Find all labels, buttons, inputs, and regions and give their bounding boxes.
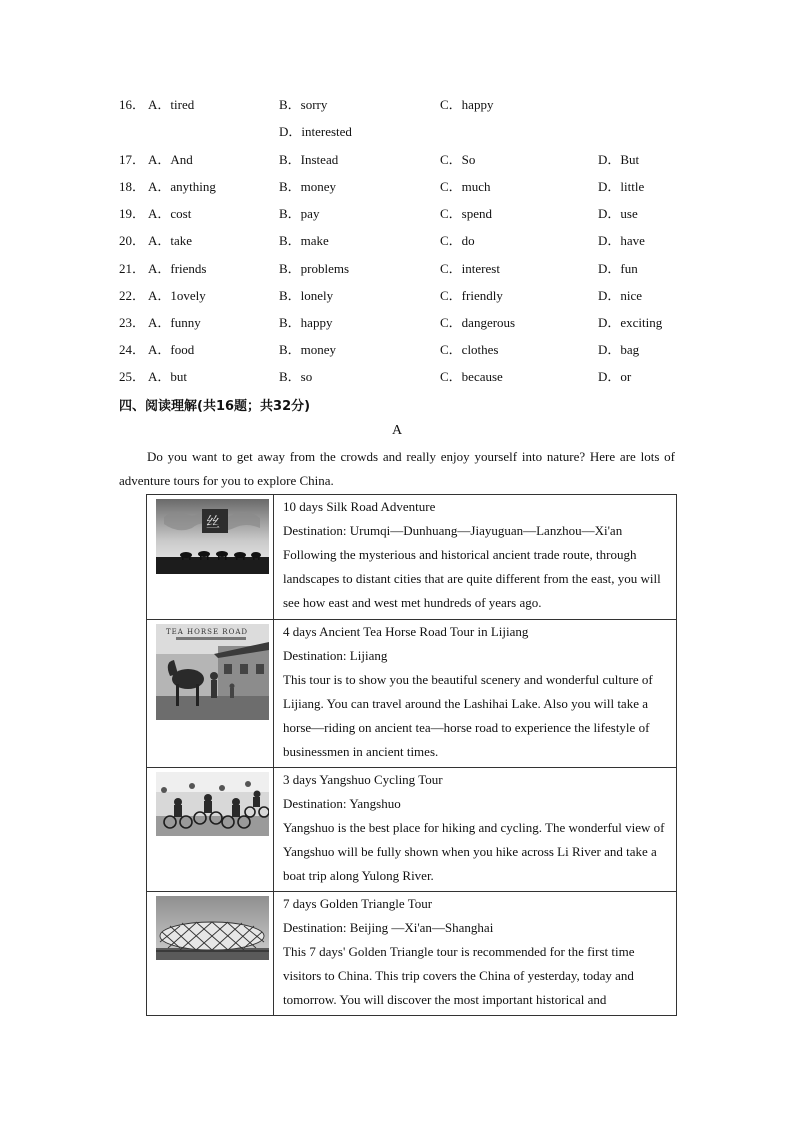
tour-image-cell [147, 620, 274, 768]
question-row [0, 177, 794, 197]
tour-title: 4 days Ancient Tea Horse Road Tour in Lijiang [283, 624, 529, 639]
option-d: D．little [598, 179, 645, 194]
option-d: D．interested [279, 124, 352, 139]
tour-destination: Destination: Yangshuo [283, 796, 401, 811]
tour-description: This 7 days' Golden Triangle tour is recommended for the first time visitors to China. This trip covers the China of yesterday, today and tomorrow. You will discover the most important historical and [283, 944, 635, 1007]
option-c: C．much [440, 179, 491, 194]
birds-nest-stadium-photo [156, 896, 269, 960]
tour-text-cell [274, 495, 677, 620]
option-d: D．But [598, 152, 640, 167]
tour-text-cell [274, 768, 677, 892]
tours-table [146, 494, 677, 1016]
option-b: B．lonely [279, 288, 334, 303]
question-number: 17． [119, 152, 146, 167]
question-row [0, 340, 794, 360]
question-row [0, 313, 794, 333]
tea-horse-road-photo [156, 624, 269, 720]
question-row [0, 204, 794, 224]
question-number: 18． [119, 179, 146, 194]
option-a: A．funny [148, 315, 201, 330]
option-b: B．Instead [279, 152, 339, 167]
option-b: B．problems [279, 261, 350, 276]
option-d: D．fun [598, 261, 638, 276]
option-d: D．exciting [598, 315, 663, 330]
photo-caption: TEA HORSE ROAD [166, 628, 248, 636]
passage-label: A [391, 423, 403, 438]
question-row [0, 286, 794, 306]
tour-text-cell [274, 892, 677, 1016]
option-c: C．interest [440, 261, 500, 276]
option-b: B．pay [279, 206, 320, 221]
option-c: C．dangerous [440, 315, 516, 330]
tour-row [147, 892, 677, 1016]
question-row [0, 150, 794, 170]
option-b: B．sorry [279, 97, 328, 112]
svg-text:丝: 丝 [206, 515, 220, 531]
option-a: A．And [148, 152, 193, 167]
question-number: 25． [119, 369, 146, 384]
option-a: A．friends [148, 261, 207, 276]
option-c: C．because [440, 369, 503, 384]
option-b: B．money [279, 342, 337, 357]
tour-row [147, 620, 677, 768]
option-b: B．money [279, 179, 337, 194]
option-a: A．1ovely [148, 288, 206, 303]
option-a: A．anything [148, 179, 216, 194]
question-number: 19． [119, 206, 146, 221]
option-d: D．nice [598, 288, 643, 303]
tour-title: 7 days Golden Triangle Tour [283, 896, 433, 911]
question-row [0, 259, 794, 279]
option-c: C．do [440, 233, 475, 248]
option-c: C．happy [440, 97, 494, 112]
option-d: D．have [598, 233, 645, 248]
tour-destination: Destination: Beijing —Xi'an—Shanghai [283, 920, 494, 935]
question-number: 16． [119, 97, 146, 112]
cyclists-photo [156, 772, 269, 836]
camel-caravan-photo [156, 499, 269, 574]
question-number: 22． [119, 288, 146, 303]
question-number: 21． [119, 261, 146, 276]
tour-description: This tour is to show you the beautiful scenery and wonderful culture of Lijiang. You can travel around the Lashihai Lake. Also you will take a horse—riding on ancient tea—horse road to experience the lifestyle of businessmen in ancient times. [283, 672, 653, 759]
tour-destination: Destination: Lijiang [283, 648, 388, 663]
tour-row [147, 768, 677, 892]
tour-image-cell [147, 495, 274, 620]
option-d: D．bag [598, 342, 640, 357]
section-title: 四、阅读理解(共16题；共32分) [119, 399, 311, 414]
option-b: B．so [279, 369, 313, 384]
option-a: A．cost [148, 206, 192, 221]
option-a: A．but [148, 369, 188, 384]
option-d: D．or [598, 369, 632, 384]
option-c: C．spend [440, 206, 493, 221]
option-c: C．clothes [440, 342, 499, 357]
tour-description: Yangshuo is the best place for hiking and cycling. The wonderful view of Yangshuo will be fully shown when you hike across Li River and take a boat trip along Yulong River. [283, 820, 665, 883]
option-d: D．use [598, 206, 638, 221]
option-b: B．make [279, 233, 329, 248]
question-row [0, 95, 794, 139]
tour-row [147, 495, 677, 620]
option-b: B．happy [279, 315, 333, 330]
question-row [0, 367, 794, 387]
option-c: C．So [440, 152, 476, 167]
tour-image-cell [147, 768, 274, 892]
option-c: C．friendly [440, 288, 503, 303]
question-row [0, 231, 794, 251]
tour-destination: Destination: Urumqi—Dunhuang—Jiayuguan—Lanzhou—Xi'an [283, 523, 623, 538]
tour-text-cell [274, 620, 677, 768]
tour-title: 10 days Silk Road Adventure [283, 499, 436, 514]
tour-image-cell [147, 892, 274, 1016]
tour-title: 3 days Yangshuo Cycling Tour [283, 772, 443, 787]
option-a: A．food [148, 342, 195, 357]
question-number: 24． [119, 342, 146, 357]
option-a: A．take [148, 233, 193, 248]
tour-description: Following the mysterious and historical ancient trade route, through landscapes to distant cities that are quite different from the east, you will see how east and west met hundreds of years ago. [283, 547, 661, 610]
question-number: 23． [119, 315, 146, 330]
question-number: 20． [119, 233, 146, 248]
option-a: A．tired [148, 97, 195, 112]
passage-intro: Do you want to get away from the crowds and really enjoy yourself into nature? Here are lots of adventure tours for you to explore China. [119, 449, 675, 488]
